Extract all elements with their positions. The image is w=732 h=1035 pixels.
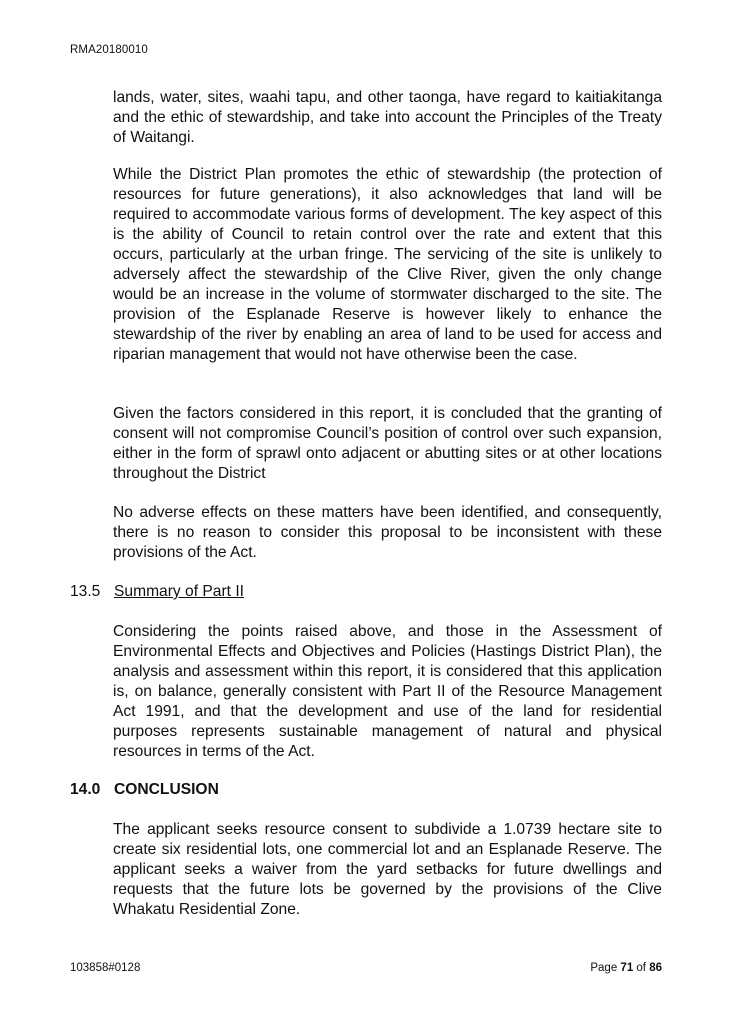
page-of: of (633, 962, 650, 974)
page-prefix: Page (590, 962, 621, 974)
footer-page-number (590, 962, 662, 974)
page-current: 71 (620, 962, 634, 974)
paragraph-conclusion: The applicant seeks resource consent to subdivide a 1.0739 hectare site to create six residential lots, one commercial lot and an Esplanade Reserve. The applicant seeks a waiver from the yard setbacks for future dwellings and requests that the future lots be governed by the provisions of the Clive Whakatu Residential Zone. (113, 821, 662, 918)
paragraph-stewardship-continued: lands, water, sites, waahi tapu, and other taonga, have regard to kaitiakitanga and the ethic of stewardship, and take into account the Principles of the Treaty of Waitangi. (113, 89, 662, 146)
paragraph-district-plan-stewardship: While the District Plan promotes the ethic of stewardship (the protection of resources for future generations), it also acknowledges that land will be required to accommodate various forms of development. The key aspect of this is the ability of Council to retain control over the rate and extent that this occurs, particularly at the urban fringe. The servicing of the site is unlikely to adversely affect the stewardship of the Clive River, given the only change would be an increase in the volume of stormwater discharged to the site. The provision of the Esplanade Reserve is however likely to enhance the stewardship of the river by enabling an area of land to be used for access and riparian management that would not have otherwise been the case. (113, 166, 662, 363)
paragraph-factors-considered: Given the factors considered in this report, it is concluded that the granting of consent will not compromise Council’s position of control over such expansion, either in the form of sprawl onto adjacent or abutting sites or at other locations throughout the District (113, 405, 662, 482)
subsection-heading (70, 582, 244, 602)
section-title: CONCLUSION (114, 781, 219, 798)
subsection-number: 13.5 (70, 583, 101, 600)
section-heading (70, 780, 219, 800)
page-total: 86 (649, 962, 662, 974)
section-number: 14.0 (70, 781, 101, 798)
subsection-title: Summary of Part II (114, 583, 244, 600)
header-reference: RMA20180010 (70, 44, 148, 56)
paragraph-summary-part-ii: Considering the points raised above, and those in the Assessment of Environmental Effects and Objectives and Policies (Hastings District Plan), the analysis and assessment within this report, it is considered that this application is, on balance, generally consistent with Part II of the Resource Management Act 1991, and that the development and use of the land for residential purposes represents sustainable management of natural and physical resources in terms of the Act. (113, 623, 662, 760)
paragraph-no-adverse-effects: No adverse effects on these matters have been identified, and consequently, there is no reason to consider this proposal to be inconsistent with these provisions of the Act. (113, 504, 662, 561)
footer-document-id: 103858#0128 (70, 962, 141, 974)
